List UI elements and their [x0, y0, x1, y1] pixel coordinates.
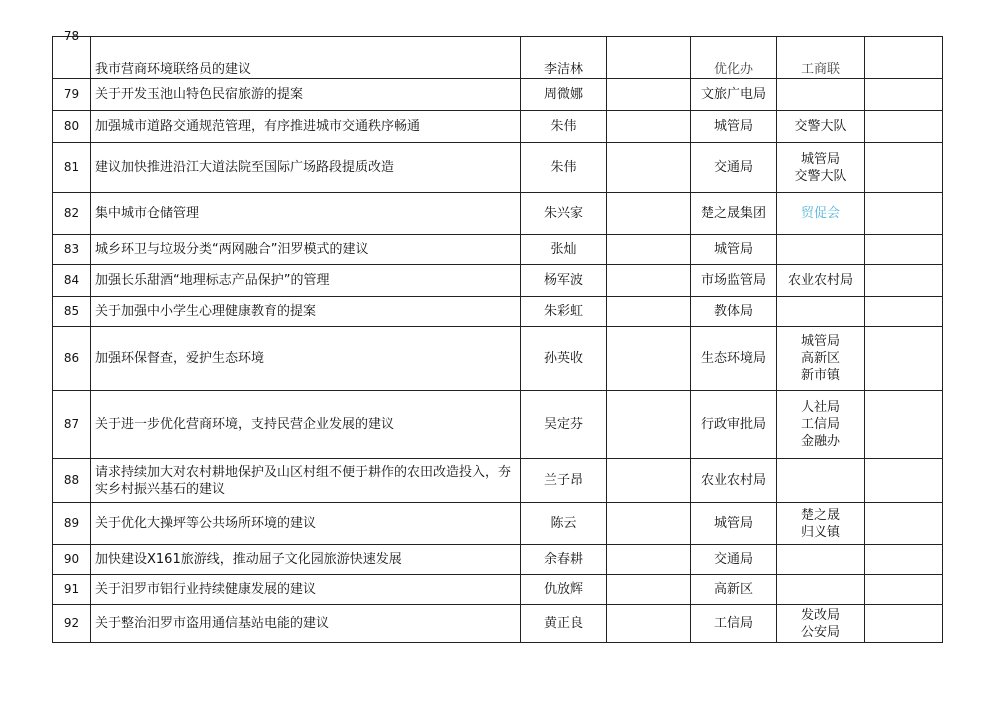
row-number-text: 89 — [63, 516, 80, 530]
table-row — [53, 193, 943, 235]
table-row — [53, 111, 943, 143]
co-department-name: 归义镇 — [800, 524, 840, 540]
row-number — [53, 327, 91, 391]
blank-cell — [865, 235, 943, 265]
proposer-name: 张灿 — [521, 235, 607, 265]
proposal-title: 关于汨罗市铝行业持续健康发展的建议 — [91, 575, 521, 605]
proposal-title: 加强长乐甜酒“地理标志产品保护”的管理 — [91, 265, 521, 297]
lead-department-name: 优化办 — [713, 62, 753, 77]
row-number-text: 84 — [63, 273, 80, 287]
blank-cell — [865, 37, 943, 79]
co-department-name: 人社局 — [800, 400, 840, 415]
proposer-name: 仇放辉 — [521, 575, 607, 605]
proposer-name: 余春耕 — [521, 545, 607, 575]
lead-department — [691, 235, 777, 265]
blank-cell — [865, 391, 943, 459]
row-number — [53, 575, 91, 605]
blank-cell — [607, 111, 691, 143]
blank-cell — [865, 575, 943, 605]
lead-department — [691, 143, 777, 193]
row-number-text: 78 — [63, 29, 80, 43]
proposer-name: 周微娜 — [521, 79, 607, 111]
lead-department — [691, 265, 777, 297]
co-department-name: 农业农村局 — [787, 273, 853, 288]
table-row — [53, 265, 943, 297]
blank-cell — [865, 459, 943, 503]
lead-department-name: 教体局 — [713, 304, 753, 319]
blank-cell — [607, 143, 691, 193]
proposer-name: 朱伟 — [521, 111, 607, 143]
blank-cell — [607, 327, 691, 391]
co-departments — [777, 605, 865, 643]
proposal-title: 请求持续加大对农村耕地保护及山区村组不便于耕作的农田改造投入，夯实乡村振兴基石的建议 — [91, 459, 521, 503]
row-number — [53, 79, 91, 111]
row-number — [53, 29, 91, 79]
lead-department — [691, 391, 777, 459]
table-row — [53, 459, 943, 503]
co-departments — [777, 79, 865, 111]
lead-department — [691, 503, 777, 545]
table-row — [53, 327, 943, 391]
table-row — [53, 575, 943, 605]
row-number — [53, 545, 91, 575]
row-number-text: 80 — [63, 119, 80, 133]
lead-department — [691, 459, 777, 503]
blank-cell — [607, 459, 691, 503]
row-number — [53, 503, 91, 545]
lead-department-name: 交通局 — [713, 160, 753, 175]
row-number-text: 85 — [63, 304, 80, 318]
co-departments — [777, 575, 865, 605]
table-row — [53, 143, 943, 193]
proposer-name: 陈云 — [521, 503, 607, 545]
co-departments — [777, 503, 865, 545]
lead-department — [691, 575, 777, 605]
co-departments — [777, 111, 865, 143]
blank-cell — [865, 327, 943, 391]
proposal-title: 关于整治汨罗市盗用通信基站电能的建议 — [91, 605, 521, 643]
lead-department-name: 工信局 — [713, 616, 753, 631]
co-departments — [777, 265, 865, 297]
row-number — [53, 605, 91, 643]
co-department-name: 工信局 — [800, 417, 840, 432]
row-number-text: 87 — [63, 417, 80, 431]
co-department-name: 交警大队 — [794, 168, 847, 184]
lead-department-name: 高新区 — [713, 582, 753, 597]
co-department-name: 交警大队 — [794, 119, 847, 134]
co-departments — [777, 459, 865, 503]
blank-cell — [607, 605, 691, 643]
blank-cell — [865, 265, 943, 297]
blank-cell — [865, 79, 943, 111]
row-number-text: 88 — [63, 473, 80, 487]
proposal-title: 加快建设X161旅游线，推动屈子文化园旅游快速发展 — [91, 545, 521, 575]
lead-department — [691, 111, 777, 143]
blank-cell — [865, 193, 943, 235]
row-number-text: 91 — [63, 582, 80, 596]
lead-department-name: 市场监管局 — [700, 273, 766, 288]
proposal-title: 我市营商环境联络员的建议 — [91, 37, 521, 79]
row-number — [53, 111, 91, 143]
lead-department-name: 城管局 — [713, 119, 753, 134]
blank-cell — [865, 297, 943, 327]
proposer-name: 吴定芬 — [521, 391, 607, 459]
blank-cell — [865, 503, 943, 545]
lead-department — [691, 37, 777, 79]
row-number-text: 92 — [63, 616, 80, 630]
lead-department-name: 楚之晟集团 — [700, 206, 766, 221]
proposal-table — [52, 29, 943, 643]
row-number — [53, 459, 91, 503]
co-department-name: 贸促会 — [800, 206, 840, 221]
table-row — [53, 79, 943, 111]
table-row — [53, 605, 943, 643]
co-department-name: 发改局 — [800, 607, 840, 623]
co-department-name: 新市镇 — [800, 368, 840, 383]
row-number — [53, 391, 91, 459]
proposal-title: 加强城市道路交通规范管理，有序推进城市交通秩序畅通 — [91, 111, 521, 143]
proposal-title: 关于进一步优化营商环境，支持民营企业发展的建议 — [91, 391, 521, 459]
proposer-name: 孙英收 — [521, 327, 607, 391]
co-department-name: 工商联 — [800, 62, 840, 77]
proposer-name: 朱伟 — [521, 143, 607, 193]
table-row — [53, 297, 943, 327]
co-department-name: 高新区 — [800, 351, 840, 366]
lead-department — [691, 327, 777, 391]
row-number — [53, 193, 91, 235]
row-number-text: 79 — [63, 87, 80, 101]
proposer-name: 黄正良 — [521, 605, 607, 643]
co-department-name: 公安局 — [800, 624, 840, 640]
blank-cell — [607, 235, 691, 265]
co-departments — [777, 545, 865, 575]
proposal-title: 关于优化大操坪等公共场所环境的建议 — [91, 503, 521, 545]
table-row — [53, 235, 943, 265]
co-departments — [777, 193, 865, 235]
table-row — [53, 503, 943, 545]
co-departments — [777, 235, 865, 265]
lead-department-name: 生态环境局 — [700, 351, 766, 366]
proposer-name: 李洁林 — [521, 37, 607, 79]
table-body — [53, 29, 943, 643]
lead-department — [691, 605, 777, 643]
co-departments — [777, 143, 865, 193]
row-number-text: 82 — [63, 206, 80, 220]
co-department-name: 城管局 — [800, 334, 840, 349]
co-department-name: 金融办 — [800, 434, 840, 449]
blank-cell — [865, 111, 943, 143]
lead-department-name: 文旅广电局 — [700, 87, 766, 102]
blank-cell — [607, 391, 691, 459]
lead-department — [691, 79, 777, 111]
blank-cell — [607, 37, 691, 79]
row-number-text: 81 — [63, 160, 80, 174]
row-number — [53, 297, 91, 327]
blank-cell — [607, 265, 691, 297]
lead-department-name: 城管局 — [713, 516, 753, 531]
table-row — [53, 391, 943, 459]
proposer-name: 朱兴家 — [521, 193, 607, 235]
co-department-name: 楚之晟 — [800, 507, 840, 523]
blank-cell — [865, 545, 943, 575]
blank-cell — [607, 297, 691, 327]
co-department-name: 城管局 — [800, 151, 840, 167]
lead-department-name: 交通局 — [713, 552, 753, 567]
lead-department — [691, 193, 777, 235]
proposal-title: 加强环保督查，爱护生态环境 — [91, 327, 521, 391]
co-departments — [777, 37, 865, 79]
blank-cell — [607, 193, 691, 235]
row-number-text: 83 — [63, 242, 80, 256]
lead-department — [691, 297, 777, 327]
lead-department-name: 农业农村局 — [700, 473, 766, 488]
row-number — [53, 235, 91, 265]
proposer-name: 杨军波 — [521, 265, 607, 297]
table-row — [53, 545, 943, 575]
proposer-name: 朱彩虹 — [521, 297, 607, 327]
co-departments — [777, 297, 865, 327]
proposal-title: 集中城市仓储管理 — [91, 193, 521, 235]
blank-cell — [607, 79, 691, 111]
blank-cell — [607, 545, 691, 575]
row-number — [53, 143, 91, 193]
lead-department-name: 行政审批局 — [700, 417, 766, 432]
proposal-title: 关于加强中小学生心理健康教育的提案 — [91, 297, 521, 327]
proposal-title: 城乡环卫与垃圾分类“两网融合”汨罗模式的建议 — [91, 235, 521, 265]
blank-cell — [865, 605, 943, 643]
row-number — [53, 265, 91, 297]
lead-department-name: 城管局 — [713, 242, 753, 257]
proposer-name: 兰子昂 — [521, 459, 607, 503]
blank-cell — [607, 575, 691, 605]
co-departments — [777, 391, 865, 459]
blank-cell — [865, 143, 943, 193]
proposal-title: 关于开发玉池山特色民宿旅游的提案 — [91, 79, 521, 111]
proposal-title: 建议加快推进沿江大道法院至国际广场路段提质改造 — [91, 143, 521, 193]
row-number-text: 86 — [63, 351, 80, 365]
lead-department — [691, 545, 777, 575]
blank-cell — [607, 503, 691, 545]
table-row — [53, 37, 943, 79]
row-number-text: 90 — [63, 552, 80, 566]
co-departments — [777, 327, 865, 391]
